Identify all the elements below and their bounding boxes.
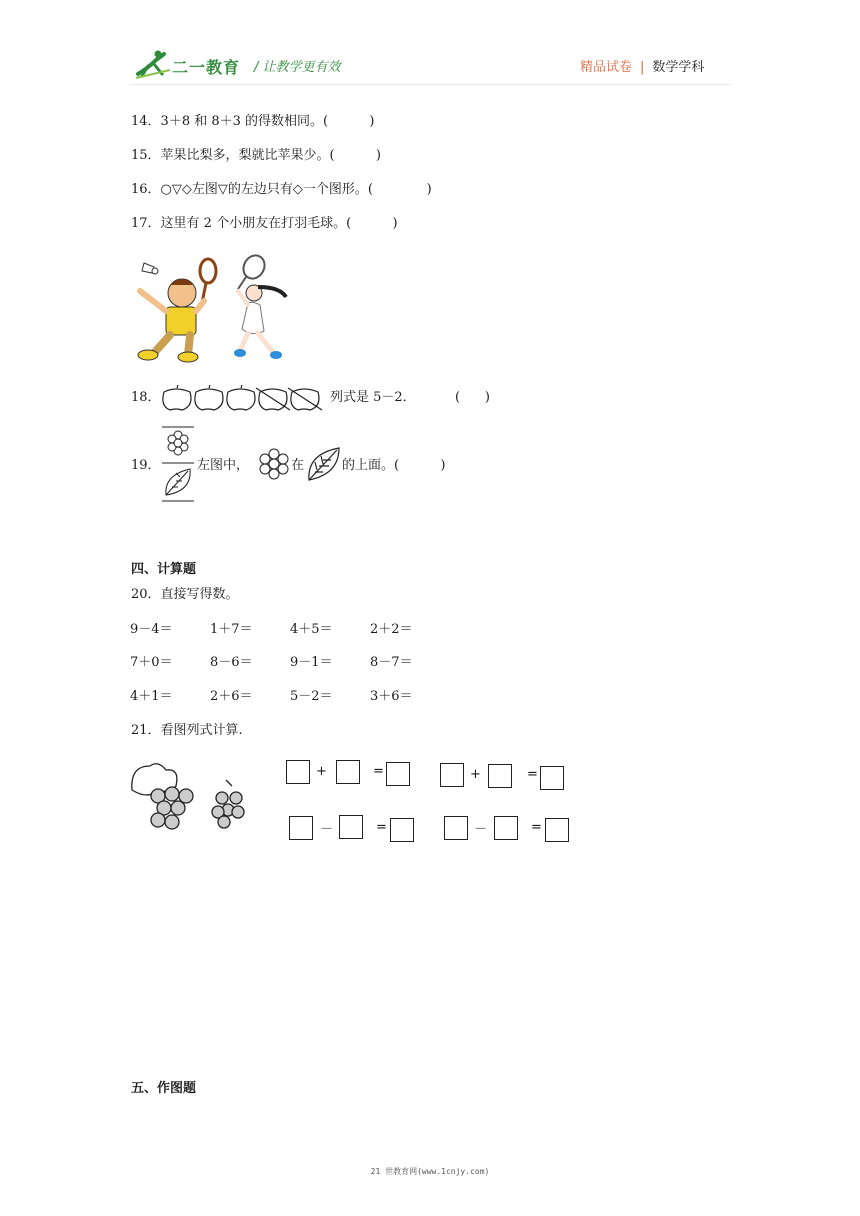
question-19-text-b: 在 [291, 458, 305, 473]
calc-item: 8－6＝ [210, 655, 253, 670]
minus-sign: － [320, 822, 334, 837]
answer-box[interactable] [488, 764, 512, 788]
answer-box[interactable] [386, 762, 410, 786]
calc-item: 9－4＝ [130, 622, 173, 637]
leaf-icon [305, 444, 341, 484]
calc-item: 9－1＝ [290, 655, 333, 670]
question-14: 14．3＋8 和 8＋3 的得数相同。( ) [131, 114, 375, 129]
apples-row [160, 384, 330, 412]
calc-item: 1＋7＝ [210, 622, 253, 637]
question-18-number: 18． [131, 390, 161, 405]
calc-item: 2＋6＝ [210, 689, 253, 704]
calc-item: 7＋0＝ [130, 655, 173, 670]
question-15: 15．苹果比梨多，梨就比苹果少。( ) [131, 148, 382, 163]
flower-icon [258, 448, 290, 480]
apple-icon [163, 385, 191, 410]
badminton-players-illustration [130, 253, 295, 365]
boy-racket-icon [200, 259, 216, 303]
calc-item: 4＋1＝ [130, 689, 173, 704]
header-right [580, 56, 704, 75]
question-19-text-a: 左图中， [197, 458, 250, 473]
answer-box[interactable] [494, 816, 518, 840]
answer-box[interactable] [286, 760, 310, 784]
question-19-number: 19． [131, 458, 161, 473]
grape-bunch-large-icon [132, 764, 193, 829]
answer-box[interactable] [444, 816, 468, 840]
grapes-illustration [128, 760, 253, 835]
question-18-text: 列式是 5－2． [330, 390, 416, 405]
section-4-title: 四、计算题 [131, 562, 197, 577]
girl-racket-icon [238, 253, 269, 289]
calc-item: 4＋5＝ [290, 622, 333, 637]
header-divider [131, 84, 731, 85]
section-5-title: 五、作图题 [131, 1081, 197, 1096]
equals-sign: = [531, 820, 542, 835]
girl-player-icon [234, 285, 286, 359]
minus-sign: － [474, 822, 488, 837]
answer-box[interactable] [545, 818, 569, 842]
question-20: 20．直接写得数。 [131, 587, 239, 602]
flower-icon [168, 431, 188, 455]
answer-box[interactable] [289, 816, 313, 840]
equals-sign: = [376, 820, 387, 835]
answer-box[interactable] [390, 818, 414, 842]
calc-item: 3＋6＝ [370, 689, 413, 704]
footer: 21 世教育网(www.1cnjy.com) [370, 1167, 490, 1176]
answer-box[interactable] [540, 766, 564, 790]
grape-bunch-small-icon [212, 780, 244, 828]
header-subject: 数学学科 [652, 60, 705, 75]
calc-item: 2＋2＝ [370, 622, 413, 637]
calc-item: 8－7＝ [370, 655, 413, 670]
apple-crossed-icon [288, 388, 322, 410]
flower-over-leaf-figure [160, 425, 196, 503]
leaf-icon [166, 469, 190, 495]
equals-sign: = [373, 764, 384, 779]
apple-icon [195, 385, 223, 410]
plus-sign: + [470, 767, 481, 782]
calc-item: 5－2＝ [290, 689, 333, 704]
apple-icon [227, 385, 255, 410]
question-18-answer: ( ) [455, 390, 490, 405]
boy-player-icon [138, 279, 204, 362]
question-19-text-c: 的上面。( ) [342, 458, 446, 473]
answer-box[interactable] [336, 760, 360, 784]
brand-name: 二一教育 [172, 58, 241, 77]
header-separator: | [640, 60, 645, 75]
equals-sign: = [527, 767, 538, 782]
question-21: 21．看图列式计算. [131, 723, 243, 738]
question-16: 16．○▽◇左图▽的左边只有◇一个图形。( ) [131, 182, 432, 197]
plus-sign: + [316, 764, 327, 779]
question-17: 17．这里有 2 个小朋友在打羽毛球。( ) [131, 216, 398, 231]
apple-crossed-icon [256, 388, 290, 410]
shuttlecock-icon [142, 263, 158, 274]
answer-box[interactable] [339, 815, 363, 839]
answer-box[interactable] [440, 763, 464, 787]
header-label: 精品试卷 [580, 60, 633, 75]
slogan: / 让教学更有效 [254, 60, 341, 75]
